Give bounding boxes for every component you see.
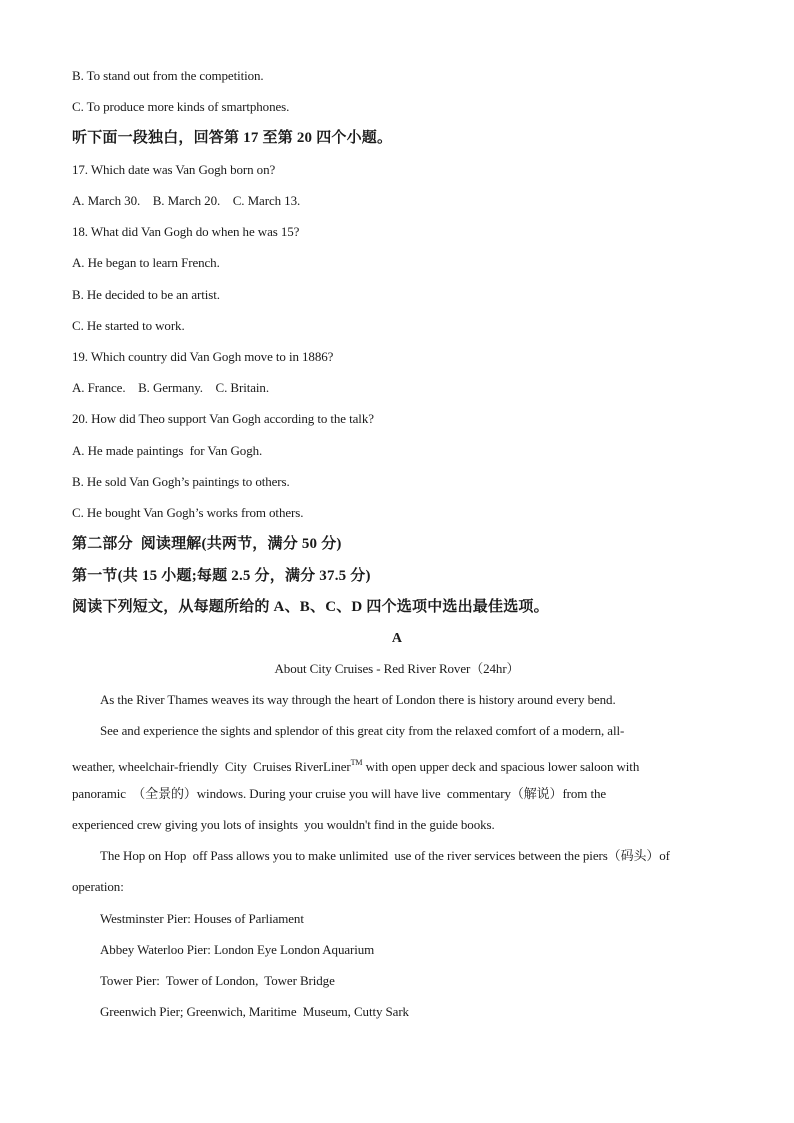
passage-paragraph-2-line-1: See and experience the sights and splendor of this great city from the relaxed comfort of a modern, all- <box>100 723 625 738</box>
pier-item: Greenwich Pier; Greenwich, Maritime Museum, Cutty Sark <box>100 1004 409 1019</box>
q20-option-a: A. He made paintings for Van Gogh. <box>72 443 263 458</box>
q17-question: 17. Which date was Van Gogh born on? <box>72 162 276 177</box>
passage-paragraph-3-line-1: The Hop on Hop off Pass allows you to make unlimited use of the river services between the piers（码头）of <box>100 848 670 863</box>
passage-paragraph-2-line-2 <box>72 754 639 776</box>
q18-option-a: A. He began to learn French. <box>72 255 220 270</box>
pier-item: Abbey Waterloo Pier: London Eye London Aquarium <box>100 942 375 957</box>
q20-option-b: B. He sold Van Gogh’s paintings to others. <box>72 474 290 489</box>
q19-options: A. France. B. Germany. C. Britain. <box>72 380 269 395</box>
q18-option-b: B. He decided to be an artist. <box>72 287 220 302</box>
riverliner-text: weather, wheelchair-friendly City Cruises RiverLiner <box>72 759 351 774</box>
q18-option-c: C. He started to work. <box>72 318 185 333</box>
q20-option-c: C. He bought Van Gogh’s works from others. <box>72 505 304 520</box>
passage-paragraph-2-line-4: experienced crew giving you lots of insights you wouldn't find in the guide books. <box>72 817 495 832</box>
passage-paragraph-3-line-2: operation: <box>72 879 124 894</box>
pier-item: Westminster Pier: Houses of Parliament <box>100 911 304 926</box>
q18-question: 18. What did Van Gogh do when he was 15? <box>72 224 300 239</box>
passage-letter: A <box>391 631 403 646</box>
q17-options: A. March 30. B. March 20. C. March 13. <box>72 193 301 208</box>
q16-option-c: C. To produce more kinds of smartphones. <box>72 99 290 114</box>
q19-question: 19. Which country did Van Gogh move to in 1886? <box>72 349 334 364</box>
q20-question: 20. How did Theo support Van Gogh according to the talk? <box>72 411 374 426</box>
riverliner-text-continued: with open upper deck and spacious lower saloon with <box>362 759 640 774</box>
section1-heading: 第一节(共 15 小题;每题 2.5 分，满分 37.5 分) <box>72 568 371 584</box>
passage-title: About City Cruises - Red River Rover（24hr） <box>274 661 520 676</box>
passage-paragraph-1: As the River Thames weaves its way through the heart of London there is history around every bend. <box>100 692 616 707</box>
q16-option-b: B. To stand out from the competition. <box>72 68 264 83</box>
pier-item: Tower Pier: Tower of London, Tower Bridge <box>100 973 335 988</box>
passage-paragraph-2-line-3: panoramic （全景的）windows. During your cruise you will have live commentary（解说）from the <box>72 786 607 801</box>
trademark-mark: TM <box>350 758 363 767</box>
part2-heading: 第二部分 阅读理解(共两节，满分 50 分) <box>72 536 342 552</box>
reading-instruction: 阅读下列短文，从每题所给的 A、B、C、D 四个选项中选出最佳选项。 <box>72 599 549 615</box>
monologue-instruction: 听下面一段独白，回答第 17 至第 20 四个小题。 <box>72 130 393 146</box>
